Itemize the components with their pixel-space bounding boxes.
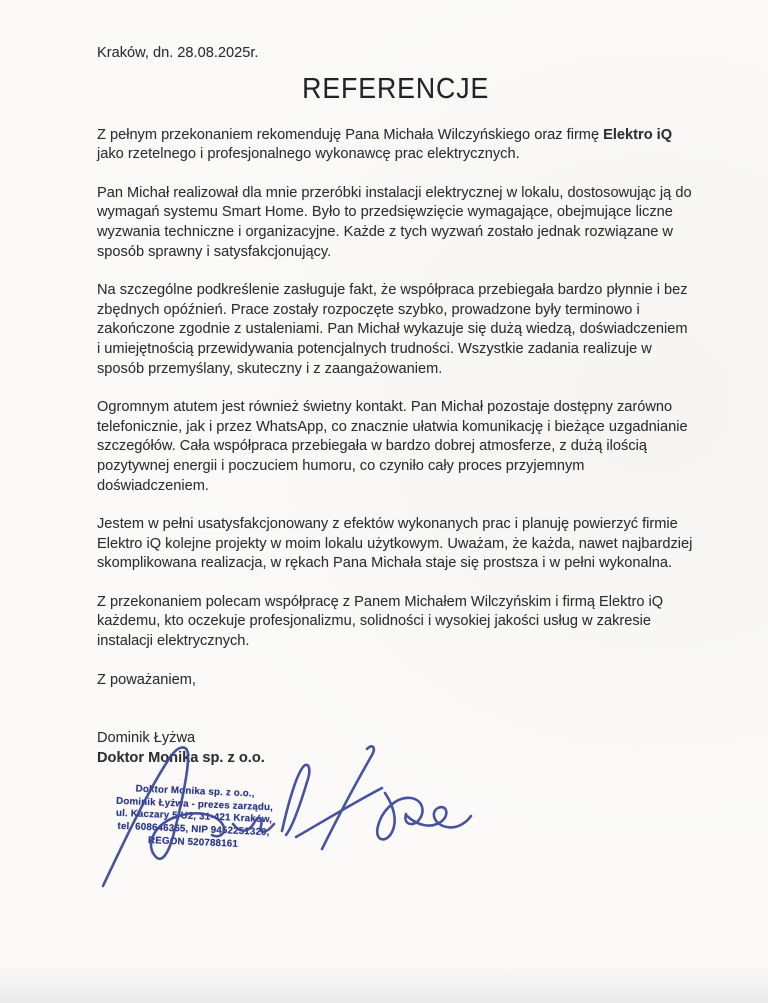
stamp-line-regon: REGON 520788161 — [147, 834, 239, 850]
letter-body — [97, 44, 694, 768]
intro-pre: Z pełnym przekonaniem rekomenduję Pana Michała Wilczyńskiego oraz firmę — [97, 126, 604, 143]
paragraph-satisfaction: Jestem w pełni usatysfakcjonowany z efektów wykonanych prac i planuję powierzyć firmie Elektro iQ kolejne projekty w moim lokalu użytkowym. Uważam, że każda, nawet najbardziej skomplikowana realizacja, w rękach Pana Michała staje się prostsza i w pełni wykonalna. — [97, 516, 693, 572]
place-date: Kraków, dn. 28.08.2025r. — [97, 45, 259, 61]
paragraph-project: Pan Michał realizował dla mnie przeróbki instalacji elektrycznej w lokalu, dostosowując ją do wymagań systemu Smart Home. Było to przedsięwzięcie wymagające, obejmujące liczne wyzwania techniczne i organizacyjne. Każde z tych wyzwań zostało jednak rozwiązane w sposób sprawny i satysfakcjonujący. — [97, 184, 692, 260]
intro-paragraph — [97, 126, 694, 165]
stamp-line-person: Dominik Łyżwa - prezes zarządu, — [115, 795, 274, 813]
signature-stroke-first — [103, 747, 224, 886]
handwritten-signature — [85, 736, 485, 901]
signer-company: Doktor Monika sp. z o.o. — [97, 749, 265, 766]
signature-stroke-last — [296, 746, 471, 849]
letter-title: REFERENCJE — [301, 72, 490, 105]
stamp-line-tel-nip: tel. 608646365, NIP 9452251320, — [117, 820, 270, 839]
stamp-line-address: ul. Kaczary 5/U2, 31-421 Kraków, — [115, 808, 273, 826]
stamp-line-company: Doktor Monika sp. z o.o., — [135, 783, 255, 800]
signature-stroke-middle — [233, 765, 309, 835]
closing-salutation: Z poważaniem, — [97, 671, 196, 688]
signer-name: Dominik Łyżwa — [97, 730, 196, 747]
paragraph-contact: Ogromnym atutem jest również świetny kontakt. Pan Michał pozostaje dostępny zarówno telefonicznie, jak i przez WhatsApp, co znacznie ułatwia komunikację i bieżące uzgadnianie szczegółów. Cała współpraca przebiegała w bardzo dobrej atmosferze, z dużą ilością pozytywnej energii i poczuciem humoru, co czyniło cały proces przyjemnym doświadczeniem. — [97, 399, 688, 494]
paragraph-cooperation: Na szczególne podkreślenie zasługuje fakt, że współpraca przebiegała bardzo płynnie i bez zbędnych opóźnień. Prace zostały rozpoczęte szybko, prowadzone były terminowo i zakończone zgodnie z ustaleniami. Pan Michał wykazuje się dużą wiedzą, doświadczeniem i umiejętnością przewidywania potencjalnych trudności. Wszystkie zadania realizuje w sposób przemyślany, skuteczny i z zaangażowaniem. — [97, 282, 688, 377]
intro-post: jako rzetelnego i profesjonalnego wykonawcę prac elektrycznych. — [97, 146, 520, 163]
company-name-bold: Elektro iQ — [603, 126, 673, 143]
paragraph-recommendation: Z przekonaniem polecam współpracę z Panem Michałem Wilczyńskim i firmą Elektro iQ każdemu, kto oczekuje profesjonalizmu, solidności i wysokiej jakości usług w zakresie instalacji elektrycznych. — [97, 593, 664, 650]
